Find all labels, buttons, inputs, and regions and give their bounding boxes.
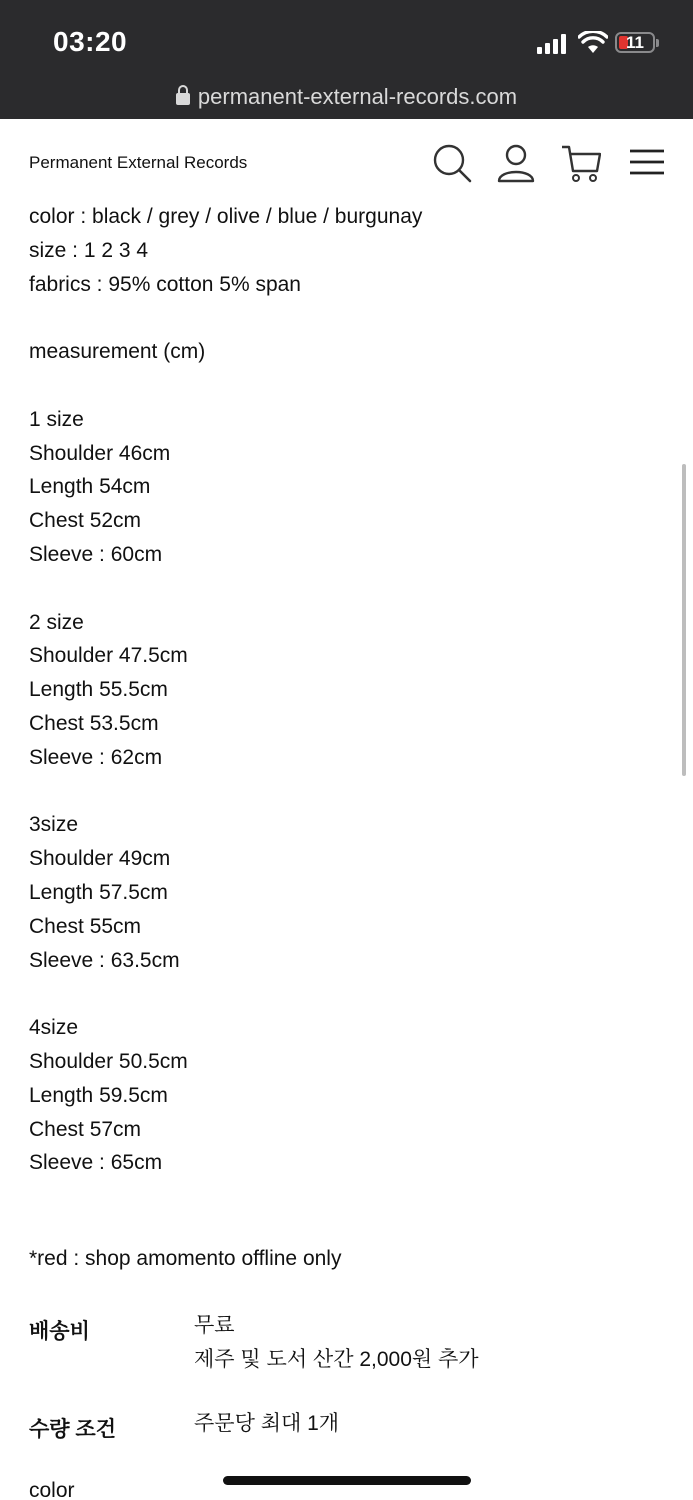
fabrics-line: fabrics : 95% cotton 5% span: [29, 272, 301, 296]
shoulder-measure: Shoulder 46cm: [29, 441, 171, 465]
battery-level: 11: [626, 33, 644, 52]
home-indicator[interactable]: [223, 1476, 471, 1485]
length-measure: Length 54cm: [29, 475, 151, 499]
url-text: permanent-external-records.com: [197, 84, 518, 109]
product-description: [29, 207, 669, 1180]
cellular-signal-icon: [537, 34, 569, 54]
shoulder-measure: Shoulder 49cm: [29, 847, 171, 871]
quantity-value: 주문당 최대 1개: [194, 1412, 340, 1435]
shoulder-measure: Shoulder 50.5cm: [29, 1049, 188, 1073]
battery-icon: [615, 32, 655, 53]
chest-measure: Chest 52cm: [29, 509, 142, 533]
chest-measure: Chest 57cm: [29, 1117, 142, 1141]
scrollbar[interactable]: [682, 464, 686, 776]
lock-icon: [176, 93, 190, 105]
measurement-title: measurement (cm): [29, 340, 206, 364]
chest-measure: Chest 53.5cm: [29, 711, 159, 735]
sleeve-measure: Sleeve : 62cm: [29, 745, 163, 769]
wifi-icon: [578, 31, 608, 55]
user-icon[interactable]: [496, 143, 536, 183]
browser-top-bar: [0, 0, 693, 119]
offline-note: *red : shop amomento offline only: [29, 1247, 342, 1270]
shipping-value: 무료: [194, 1314, 235, 1337]
status-time: 03:20: [53, 26, 128, 57]
sleeve-measure: Sleeve : 63.5cm: [29, 948, 180, 972]
length-measure: Length 57.5cm: [29, 880, 168, 904]
shipping-extra: 제주 및 도서 산간 2,000원 추가: [194, 1348, 479, 1371]
size-label: 4size: [29, 1016, 79, 1040]
chest-measure: Chest 55cm: [29, 914, 142, 938]
quantity-label: 수량 조건: [29, 1418, 116, 1441]
shipping-label: 배송비: [29, 1320, 90, 1343]
sleeve-measure: Sleeve : 60cm: [29, 542, 163, 566]
url-bar[interactable]: [0, 84, 693, 110]
color-line: color : black / grey / olive / blue / burgunay: [29, 207, 423, 228]
length-measure: Length 55.5cm: [29, 678, 168, 702]
cart-icon[interactable]: [561, 143, 601, 183]
menu-icon[interactable]: [628, 143, 668, 183]
size-line: size : 1 2 3 4: [29, 238, 149, 262]
color-option-label: color: [29, 1479, 75, 1500]
shoulder-measure: Shoulder 47.5cm: [29, 644, 188, 668]
size-label: 3size: [29, 813, 79, 837]
length-measure: Length 59.5cm: [29, 1083, 168, 1107]
size-label: 1 size: [29, 407, 84, 431]
search-icon[interactable]: [432, 143, 472, 183]
page-scroll-area[interactable]: [0, 207, 693, 1500]
site-header: [0, 119, 693, 207]
size-label: 2 size: [29, 610, 84, 634]
brand-logo-text[interactable]: Permanent External Records: [29, 153, 248, 172]
sleeve-measure: Sleeve : 65cm: [29, 1151, 163, 1175]
